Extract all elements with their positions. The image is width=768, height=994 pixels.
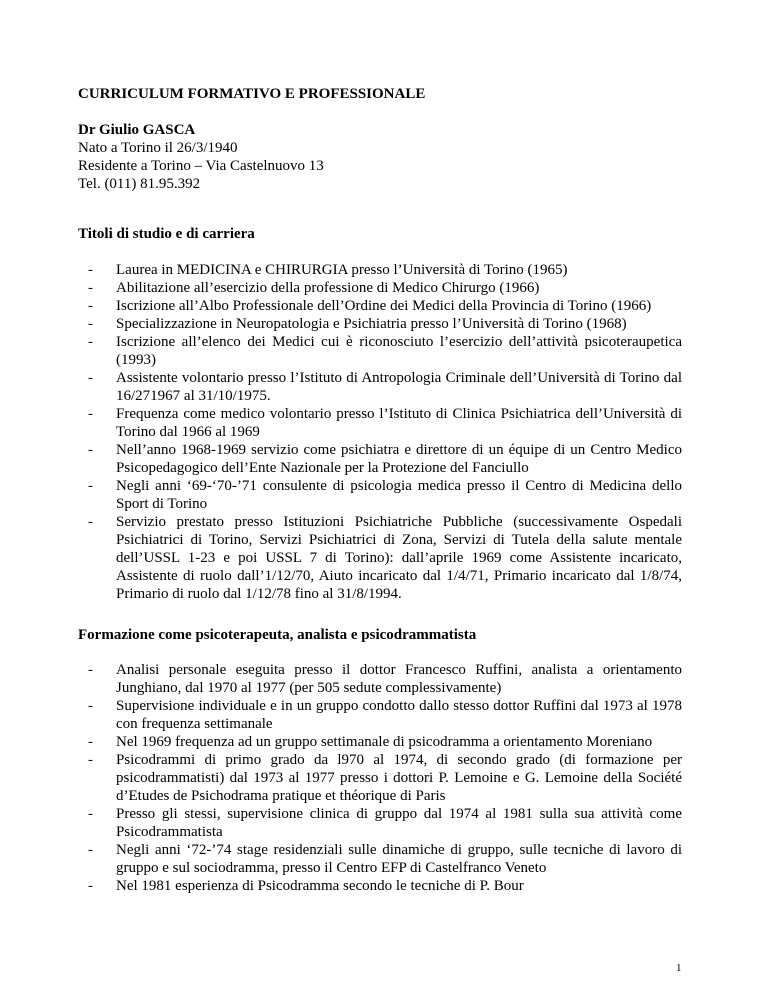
- list-item-text: Negli anni ‘69-‘70-’71 consulente di psicologia medica presso il Centro di Medicina dello Sport di Torino: [116, 478, 682, 512]
- list-item-text: Psicodrammi di primo grado da l970 al 1974, di secondo grado (di formazione per psicodrammatisti) dal 1973 al 1977 presso i dottori P. Lemoine e G. Lemoine della Société d’Etudes de Psichodrama pratique et théorique di Paris: [116, 752, 682, 804]
- bullet-dash: -: [88, 752, 93, 768]
- list-item-text: Nel 1969 frequenza ad un gruppo settimanale di psicodramma a orientamento Moreniano: [116, 734, 653, 750]
- list-item-text: Nel 1981 esperienza di Psicodramma secondo le tecniche di P. Bour: [116, 878, 524, 894]
- bullet-dash: -: [88, 698, 93, 714]
- section-title-education: Titoli di studio e di carriera: [78, 226, 255, 242]
- list-item-text: Negli anni ‘72-’74 stage residenziali sulle dinamiche di gruppo, sulle tecniche di lavoro di gruppo e sul sociodramma, presso il Centro EFP di Castelfranco Veneto: [116, 842, 682, 876]
- list-item: [78, 261, 682, 279]
- list-item: [78, 733, 682, 751]
- page-number: 1: [676, 962, 682, 974]
- list-item: [78, 405, 682, 441]
- bullet-dash: -: [88, 298, 93, 314]
- list-item-text: Nell’anno 1968-1969 servizio come psichiatra e direttore di un équipe di un Centro Medico Psicopedagogico dell’Ente Nazionale per la Protezione del Fanciullo: [116, 442, 682, 476]
- section-title-training: Formazione come psicoterapeuta, analista e psicodrammatista: [78, 627, 477, 643]
- list-item: [78, 297, 682, 315]
- person-name: Dr Giulio GASCA: [78, 122, 196, 138]
- list-item-text: Laurea in MEDICINA e CHIRURGIA presso l’Università di Torino (1965): [116, 262, 568, 278]
- personal-info: [78, 121, 324, 193]
- list-item-text: Supervisione individuale e in un gruppo condotto dallo stesso dottor Ruffini dal 1973 al 1978 con frequenza settimanale: [116, 698, 682, 732]
- bullet-dash: -: [88, 262, 93, 278]
- education-list: [78, 261, 682, 603]
- residence-info: Residente a Torino – Via Castelnuovo 13: [78, 158, 324, 174]
- bullet-dash: -: [88, 442, 93, 458]
- bullet-dash: -: [88, 806, 93, 822]
- bullet-dash: -: [88, 406, 93, 422]
- phone-info: Tel. (011) 81.95.392: [78, 176, 201, 192]
- bullet-dash: -: [88, 334, 93, 350]
- list-item-text: Analisi personale eseguita presso il dottor Francesco Ruffini, analista a orientamento Junghiano, dal 1970 al 1977 (per 505 sedute complessivamente): [116, 662, 682, 696]
- list-item: [78, 513, 682, 603]
- list-item-text: Servizio prestato presso Istituzioni Psichiatriche Pubbliche (successivamente Ospedali Psichiatrici di Torino, Servizi Psichiatrici di Zona, Servizi di Tutela della salute mentale dell’USSL 1-23 e poi USSL 7 di Torino): dall’aprile 1969 come Assistente incaricato, Assistente di ruolo dall’1/12/70, Aiuto incaricato dal 1/4/71, Primario incaricato dal 1/8/74, Primario di ruolo dal 1/12/78 fino al 31/8/1994.: [116, 514, 682, 602]
- list-item: [78, 841, 682, 877]
- list-item: [78, 333, 682, 369]
- bullet-dash: -: [88, 514, 93, 530]
- training-list: [78, 661, 682, 895]
- list-item: [78, 477, 682, 513]
- bullet-dash: -: [88, 478, 93, 494]
- list-item: [78, 441, 682, 477]
- list-item: [78, 369, 682, 405]
- list-item: [78, 877, 682, 895]
- birth-info: Nato a Torino il 26/3/1940: [78, 140, 238, 156]
- bullet-dash: -: [88, 370, 93, 386]
- list-item-text: Abilitazione all’esercizio della professione di Medico Chirurgo (1966): [116, 280, 540, 296]
- list-item-text: Specializzazione in Neuropatologia e Psichiatria presso l’Università di Torino (1968): [116, 316, 627, 332]
- list-item: [78, 751, 682, 805]
- list-item: [78, 279, 682, 297]
- list-item: [78, 697, 682, 733]
- list-item-text: Iscrizione all’elenco dei Medici cui è riconosciuto l’esercizio dell’attività psicoteraupetica (1993): [116, 334, 682, 368]
- list-item: [78, 661, 682, 697]
- list-item-text: Assistente volontario presso l’Istituto di Antropologia Criminale dell’Università di Torino dal 16/271967 al 31/10/1975.: [116, 370, 682, 404]
- list-item: [78, 805, 682, 841]
- bullet-dash: -: [88, 734, 93, 750]
- list-item-text: Iscrizione all’Albo Professionale dell’Ordine dei Medici della Provincia di Torino (1966): [116, 298, 652, 314]
- bullet-dash: -: [88, 280, 93, 296]
- list-item-text: Presso gli stessi, supervisione clinica di gruppo dal 1974 al 1981 sulla sua attività come Psicodrammatista: [116, 806, 682, 840]
- bullet-dash: -: [88, 878, 93, 894]
- document-title: CURRICULUM FORMATIVO E PROFESSIONALE: [78, 86, 426, 102]
- bullet-dash: -: [88, 842, 93, 858]
- bullet-dash: -: [88, 316, 93, 332]
- list-item: [78, 315, 682, 333]
- bullet-dash: -: [88, 662, 93, 678]
- list-item-text: Frequenza come medico volontario presso l’Istituto di Clinica Psichiatrica dell’Università di Torino dal 1966 al 1969: [116, 406, 682, 440]
